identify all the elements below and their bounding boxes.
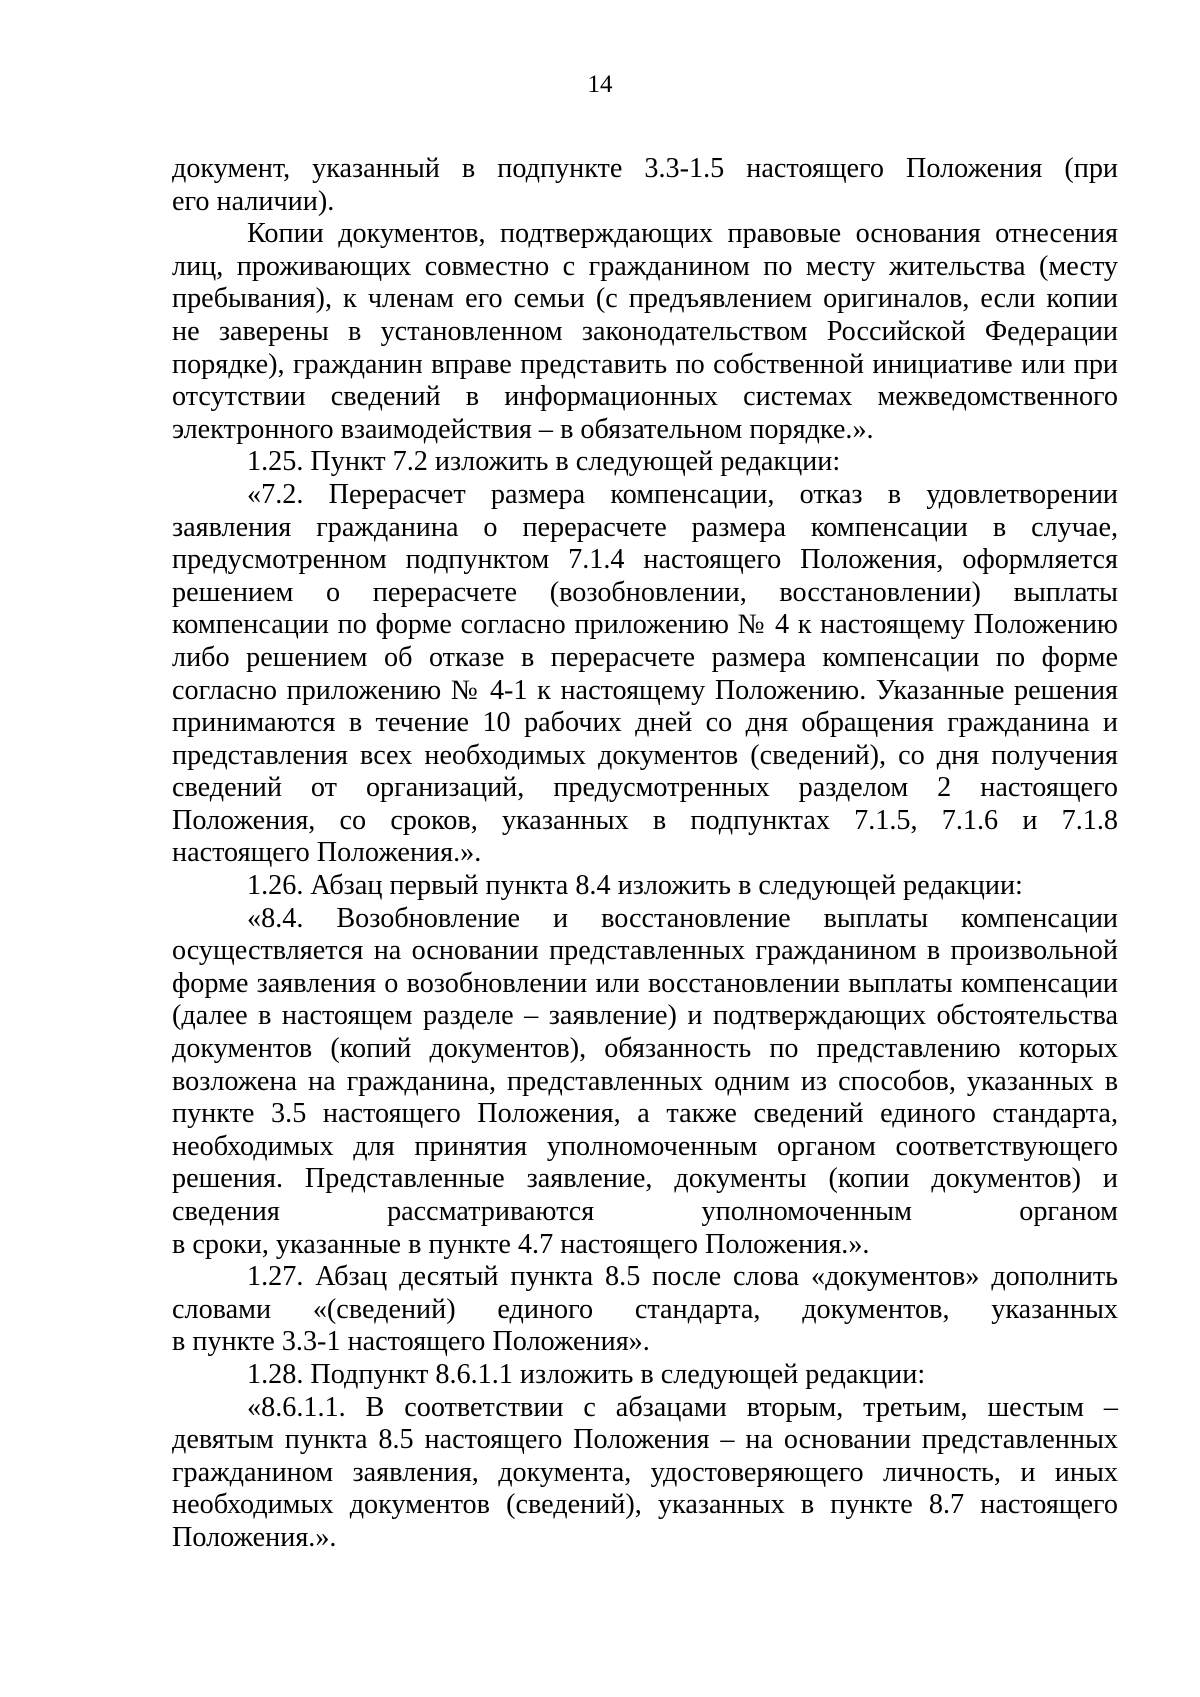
text-line: Положения, со сроков, указанных в подпунктах 7.1.5, 7.1.6 и 7.1.8 (172, 804, 1118, 836)
text-line: не заверены в установленном законодательством Российской Федерации (172, 315, 1118, 347)
text-line: сведений от организаций, предусмотренных разделом 2 настоящего (172, 772, 1118, 804)
paragraph (172, 218, 1118, 446)
text-line: «8.6.1.1. В соответствии с абзацами вторым, третьим, шестым – (247, 1391, 1118, 1423)
text-line: электронного взаимодействия – в обязательном порядке.». (172, 413, 874, 445)
paragraph (172, 903, 1118, 1262)
text-line: необходимых документов (сведений), указанных в пункте 8.7 настоящего (172, 1489, 1118, 1521)
text-line: представления всех необходимых документов (сведений), со дня получения (172, 739, 1118, 771)
text-line: принимаются в течение 10 рабочих дней со дня обращения гражданина и (172, 707, 1118, 739)
text-line: сведения рассматриваются уполномоченным органом (172, 1196, 1118, 1227)
text-line: заявления гражданина о перерасчете размера компенсации в случае, (172, 511, 1118, 543)
text-line: согласно приложению № 4-1 к настоящему Положению. Указанные решения (172, 674, 1118, 706)
text-line: (далее в настоящем разделе – заявление) и подтверждающих обстоятельства (172, 1000, 1118, 1032)
text-line: порядке), гражданин вправе представить по собственной инициативе или при (172, 348, 1118, 380)
paragraph (172, 446, 1118, 479)
paragraph (172, 870, 1118, 903)
text-line: осуществляется на основании представленных гражданином в произвольной (172, 935, 1118, 967)
text-line: лиц, проживающих совместно с гражданином по месту жительства (месту (172, 250, 1118, 282)
text-line: 1.26. Абзац первый пункта 8.4 изложить в следующей редакции: (247, 870, 1023, 902)
text-line: пребывания), к членам его семьи (с предъявлением оригиналов, если копии (172, 283, 1118, 315)
text-line: в пункте 3.3-1 настоящего Положения». (172, 1326, 650, 1358)
text-line: «7.2. Перерасчет размера компенсации, отказ в удовлетворении (247, 478, 1118, 510)
paragraph (172, 1392, 1118, 1555)
text-line: пункте 3.5 настоящего Положения, а также сведений единого стандарта, (172, 1098, 1118, 1130)
text-line: документов (копий документов), обязанность по представлению которых (172, 1033, 1118, 1065)
text-line: документ, указанный в подпункте 3.3-1.5 настоящего Положения (при (172, 153, 1118, 184)
text-line: форме заявления о возобновлении или восстановлении выплаты компенсации (172, 967, 1118, 999)
text-line: Положения.». (172, 1521, 337, 1553)
document-body (172, 153, 1118, 1555)
text-line: либо решением об отказе в перерасчете размера компенсации по форме (172, 641, 1118, 673)
paragraph (172, 1261, 1118, 1359)
text-line: возложена на гражданина, представленных одним из способов, указанных в (172, 1065, 1118, 1097)
text-line: предусмотренном подпунктом 7.1.4 настоящего Положения, оформляется (172, 544, 1118, 576)
text-line: девятым пункта 8.5 настоящего Положения – на основании представленных (172, 1424, 1118, 1456)
text-line: «8.4. Возобновление и восстановление выплаты компенсации (247, 902, 1118, 934)
text-line: настоящего Положения.». (172, 837, 482, 869)
text-line: 1.25. Пункт 7.2 изложить в следующей редакции: (247, 446, 841, 478)
text-line: 1.28. Подпункт 8.6.1.1 изложить в следующей редакции: (247, 1358, 926, 1390)
text-line: гражданином заявления, документа, удостоверяющего личность, и иных (172, 1456, 1118, 1488)
text-line: Копии документов, подтверждающих правовые основания отнесения (247, 218, 1118, 250)
page-number: 14 (587, 71, 613, 98)
paragraph (172, 1359, 1118, 1392)
text-line: словами «(сведений) единого стандарта, документов, указанных (172, 1293, 1118, 1325)
text-line: решения. Представленные заявление, документы (копии документов) и (172, 1163, 1118, 1195)
text-line: необходимых для принятия уполномоченным органом соответствующего (172, 1130, 1118, 1162)
text-line: компенсации по форме согласно приложению № 4 к настоящему Положению (172, 609, 1118, 641)
text-line: отсутствии сведений в информационных системах межведомственного (172, 381, 1118, 413)
text-line: решением о перерасчете (возобновлении, восстановлении) выплаты (172, 576, 1118, 608)
paragraph (172, 153, 1118, 218)
text-line: 1.27. Абзац десятый пункта 8.5 после слова «документов» дополнить (247, 1261, 1118, 1293)
paragraph (172, 479, 1118, 870)
text-line: его наличии). (172, 185, 335, 217)
text-line: в сроки, указанные в пункте 4.7 настоящего Положения.». (172, 1228, 870, 1260)
